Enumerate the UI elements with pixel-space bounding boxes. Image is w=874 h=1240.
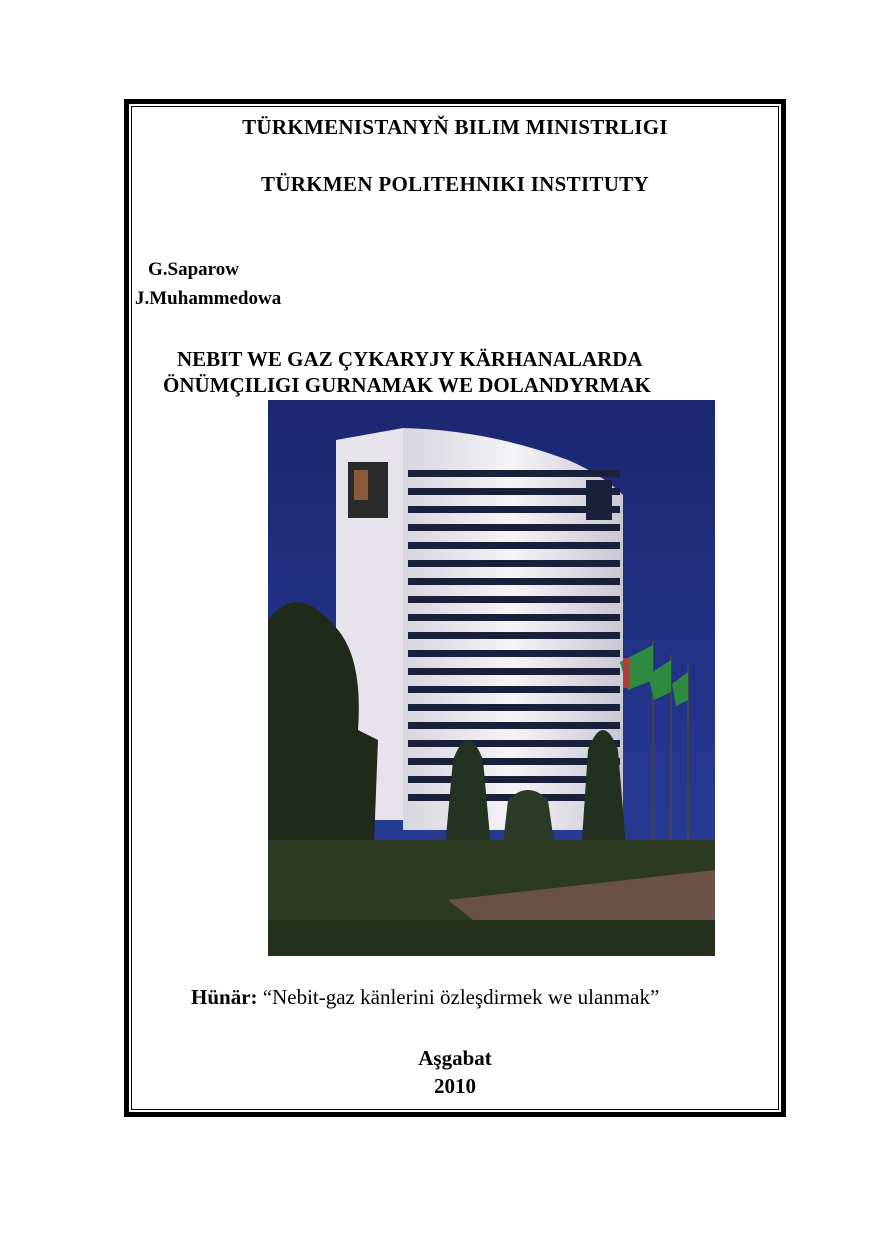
specialty-label: Hünär: <box>191 985 258 1009</box>
year: 2010 <box>434 1074 476 1098</box>
city: Aşgabat <box>418 1046 492 1070</box>
title-line-2: ÖNÜMÇILIGI GURNAMAK WE DOLANDYRMAK <box>163 373 651 397</box>
institute-heading: TÜRKMEN POLITEHNIKI INSTITUTY <box>261 172 649 196</box>
title-line-1: NEBIT WE GAZ ÇYKARYJY KÄRHANALARDA <box>177 347 643 371</box>
author-2: J.Muhammedowa <box>135 288 282 309</box>
author-1: G.Saparow <box>148 259 239 280</box>
building-photo <box>268 400 715 956</box>
specialty-line <box>191 985 659 1010</box>
specialty-value: “Nebit-gaz känlerini özleşdirmek we ulanmak” <box>257 985 660 1009</box>
ministry-heading: TÜRKMENISTANYŇ BILIM MINISTRLIGI <box>242 115 668 139</box>
